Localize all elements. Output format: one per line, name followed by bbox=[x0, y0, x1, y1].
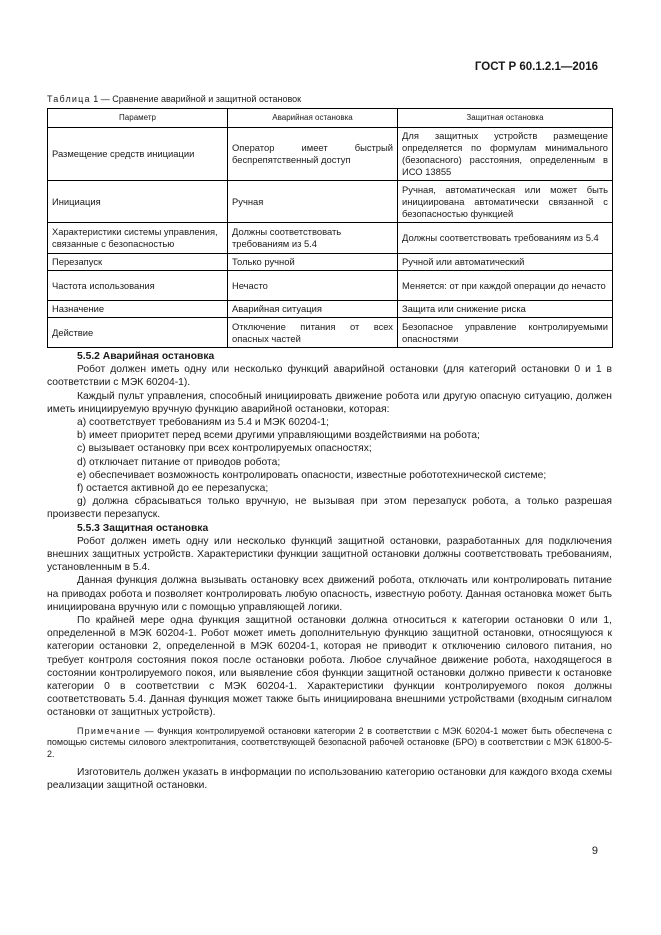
table-row bbox=[48, 301, 613, 318]
table-row bbox=[48, 271, 613, 301]
table-cell: Перезапуск bbox=[48, 254, 228, 271]
table-cell: Должны соответствовать требованиям из 5.4 bbox=[398, 223, 613, 254]
table-cell: Безопасное управление контролируемыми опасностями bbox=[398, 318, 613, 348]
table-cell: Должны соответствовать требованиям из 5.4 bbox=[228, 223, 398, 254]
table-cell: Действие bbox=[48, 318, 228, 348]
table-cell: Оператор имеет быстрый беспрепятственный доступ bbox=[228, 128, 398, 181]
body-text bbox=[47, 350, 612, 793]
table-cell: Отключение питания от всех опасных частей bbox=[228, 318, 398, 348]
list-item: c) вызывает остановку при всех контролируемых опасностях; bbox=[77, 443, 372, 455]
paragraph: По крайней мере одна функция защитной остановки должна относиться к категории остановки 0 или 1, определенной в МЭК 60204-1. Робот может иметь дополнительную функцию защитной остановки, относящуюся к категории остановки 2, определенной в МЭК 60204-1, которая не приводит к отключению силового питания, но требует контроля состояния покоя после остановки робота. Любое случайное движение робота, находящегося в состоянии контролируемого покоя, или выявление сбоя функции защитной остановки должно привести к остановке категории 0 в соответствии с МЭК 60204-1. Характеристики функции контролируемого покоя должны соответствовать 5.4. Данная функция может также быть инициирована внешними устройствами (входным сигналом остановки от защитных устройств). bbox=[47, 615, 612, 719]
table-caption-title: 1 — Сравнение аварийной и защитной остановок bbox=[90, 94, 302, 104]
table-row bbox=[48, 318, 613, 348]
table-cell: Ручная, автоматическая или может быть инициирована автоматически связанной с безопасностью функцией bbox=[398, 181, 613, 223]
table-caption-prefix: Таблица bbox=[47, 94, 91, 104]
table-cell: Нечасто bbox=[228, 271, 398, 301]
table-cell: Частота использования bbox=[48, 271, 228, 301]
table-row bbox=[48, 254, 613, 271]
list-item: g) должна сбрасываться только вручную, не вызывая при этом перезапуск робота, а только разрешая произвести перезапуск. bbox=[47, 496, 612, 521]
paragraph: Данная функция должна вызывать остановку всех движений робота, отключать или контролировать питание на приводах робота и позволяет контролировать любую опасность, известную роботу. Данная остановка может быть инициирована вручную или с помощью управляющей логики. bbox=[47, 575, 612, 613]
list-item: a) соответствует требованиям из 5.4 и МЭК 60204-1; bbox=[77, 417, 329, 429]
table-cell: Защита или снижение риска bbox=[398, 301, 613, 318]
page-number: 9 bbox=[591, 845, 598, 857]
comparison-table bbox=[47, 108, 613, 348]
table-cell: Аварийная ситуация bbox=[228, 301, 398, 318]
section-heading-5-5-2: 5.5.2 Аварийная остановка bbox=[77, 351, 215, 362]
table-cell: Меняется: от при каждой операции до нечасто bbox=[398, 271, 613, 301]
document-code: ГОСТ Р 60.1.2.1—2016 bbox=[474, 61, 598, 73]
list-item: d) отключает питание от приводов робота; bbox=[77, 456, 281, 468]
paragraph: Робот должен иметь одну или несколько функций защитной остановки, разработанных для подключения внешних защитных устройств. Характеристики функции защитной остановки должны соответствовать требованиям, установленным в 5.4. bbox=[47, 535, 612, 574]
list-item: e) обеспечивает возможность контролировать опасности, известные робототехнической системе; bbox=[77, 469, 547, 481]
table-caption bbox=[47, 94, 301, 104]
paragraph: Робот должен иметь одну или несколько функций аварийной остановки (для категорий остановки 0 и 1 в соответствии с МЭК 60204-1). bbox=[47, 364, 612, 389]
note bbox=[47, 726, 612, 761]
table-header-row bbox=[48, 109, 613, 128]
section-heading-5-5-3: 5.5.3 Защитная остановка bbox=[77, 522, 209, 534]
table-row bbox=[48, 128, 613, 181]
table-cell: Размещение средств инициации bbox=[48, 128, 228, 181]
column-header-parameter: Параметр bbox=[48, 109, 228, 128]
column-header-emergency-stop: Аварийная остановка bbox=[228, 109, 398, 128]
table-row bbox=[48, 223, 613, 254]
table-cell: Для защитных устройств размещение определяется по формулам минимального (безопасного) расстояния, определенным в ИСО 13855 bbox=[398, 128, 613, 181]
paragraph: Каждый пульт управления, способный инициировать движение робота или другую опасную ситуацию, должен иметь инициируемую вручную функцию аварийной остановки, которая: bbox=[47, 390, 612, 415]
table-cell: Ручной или автоматический bbox=[398, 254, 613, 271]
note-text: — Функция контролируемой остановки категории 2 в соответствии с МЭК 60204-1 может быть обеспечена с помощью системы силового электропитания, соответствующей безопасной рабочей остановке (БРО) в соответствии с МЭК 61800-5-2. bbox=[47, 725, 612, 759]
table-cell: Ручная bbox=[228, 181, 398, 223]
list-item: f) остается активной до ее перезапуска; bbox=[77, 483, 269, 495]
table-cell: Инициация bbox=[48, 181, 228, 223]
note-label: Примечание bbox=[77, 725, 142, 736]
column-header-protective-stop: Защитная остановка bbox=[398, 109, 613, 128]
list-item: b) имеет приоритет перед всеми другими управляющими воздействиями на робота; bbox=[77, 430, 480, 442]
table-cell: Назначение bbox=[48, 301, 228, 318]
table-cell: Только ручной bbox=[228, 254, 398, 271]
table-row bbox=[48, 181, 613, 223]
table-cell: Характеристики системы управления, связанные с безопасностью bbox=[48, 223, 228, 254]
paragraph: Изготовитель должен указать в информации по использованию категорию остановки для каждого входа схемы реализации защитной остановки. bbox=[47, 767, 612, 792]
